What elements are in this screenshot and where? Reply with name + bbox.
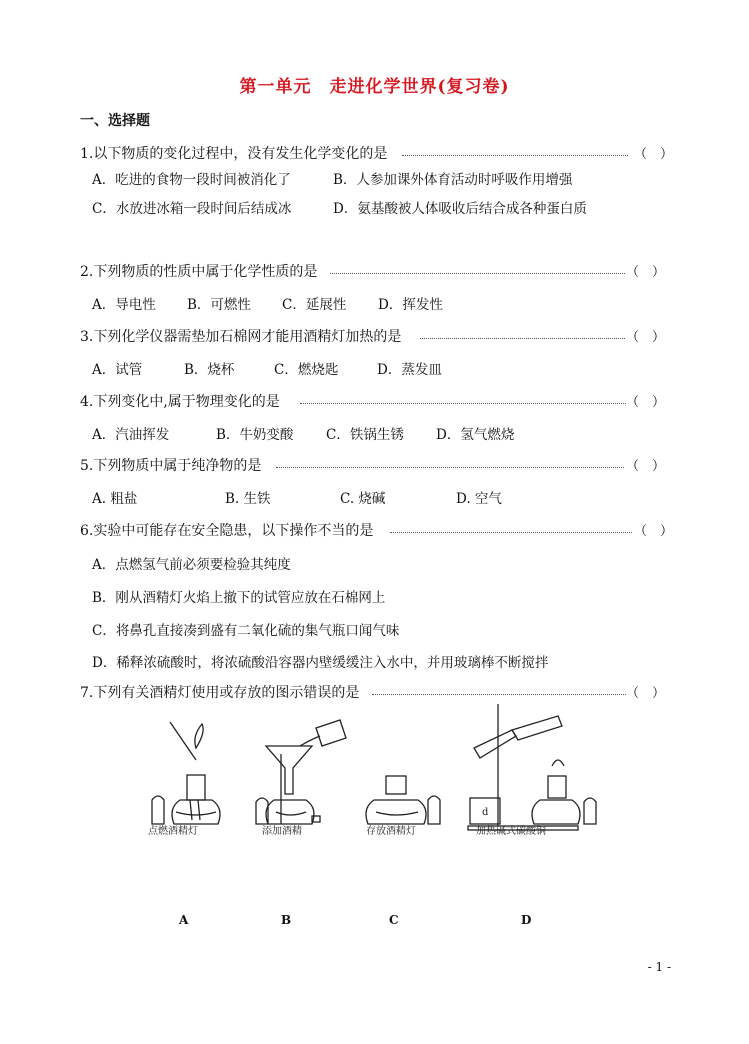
question-1-option-a: A．吃进的食物一段时间被消化了 [92,172,291,188]
question-1-leader [402,155,628,156]
question-2-stem: 2.下列物质的性质中属于化学性质的是 [80,264,318,280]
figure-caption-a: 点燃酒精灯 [148,826,198,837]
question-3-option-d: D．蒸发皿 [377,362,442,378]
question-1-option-d: D．氨基酸被人体吸收后结合成各种蛋白质 [333,201,587,217]
question-3-stem: 3.下列化学仪器需垫加石棉网才能用酒精灯加热的是 [80,329,402,345]
figure-label-a: A [179,913,189,927]
question-7-leader [372,694,626,695]
question-5-stem: 5.下列物质中属于纯净物的是 [80,458,262,474]
figure-b-adding-alcohol [256,720,346,824]
question-3-leader [420,338,625,339]
question-1-option-b: B．人参加课外体育活动时呼吸作用增强 [333,172,573,188]
question-5-option-b: B. 生铁 [225,491,271,507]
question-2-option-c: C．延展性 [282,297,347,313]
figure-caption-b: 添加酒精 [262,826,302,837]
question-5-option-d: D. 空气 [456,491,502,507]
question-5-leader [276,467,624,468]
question-5-option-a: A. 粗盐 [92,491,138,507]
question-1-paren: （ ） [634,147,674,162]
figure-beaker-mark: d [482,807,489,818]
figure-c-storing-lamp [366,776,440,824]
question-2-option-b: B．可燃性 [187,297,251,313]
question-4-leader [300,403,626,404]
section-heading: 一、选择题 [80,113,150,129]
question-7-stem: 7.下列有关酒精灯使用或存放的图示错误的是 [80,685,360,701]
question-7-paren: （ ） [626,686,666,701]
question-6-option-a: A．点燃氢气前必须要检验其纯度 [92,557,291,573]
question-3-option-a: A．试管 [92,362,143,378]
question-1-stem: 1.以下物质的变化过程中，没有发生化学变化的是 [80,146,388,162]
question-6-option-c: C．将鼻孔直接凑到盛有二氧化硫的集气瓶口闻气味 [92,623,400,639]
figure-label-b: B [281,913,292,927]
figure-label-d: D [521,913,532,927]
figure-caption-d: 加热碱式碳酸铜 [476,826,546,837]
question-6-leader [390,532,632,533]
question-3-option-b: B．烧杯 [184,362,235,378]
question-4-option-a: A．汽油挥发 [92,427,170,443]
question-6-option-b: B．刚从酒精灯火焰上撤下的试管应放在石棉网上 [92,590,386,606]
question-4-stem: 4.下列变化中,属于物理变化的是 [80,394,280,410]
question-6-stem: 6.实验中可能存在安全隐患，以下操作不当的是 [80,523,374,539]
question-2-option-d: D．挥发性 [378,297,443,313]
question-6-option-d: D．稀释浓硫酸时，将浓硫酸沿容器内壁缓缓注入水中，并用玻璃棒不断搅拌 [92,655,549,671]
question-4-option-d: D．氢气燃烧 [436,427,515,443]
question-4-option-c: C．铁锅生锈 [326,427,404,443]
page-title: 第一单元 走进化学世界(复习卷) [239,77,510,97]
question-2-paren: （ ） [626,265,666,280]
question-4-option-b: B．牛奶变酸 [216,427,294,443]
question-5-option-c: C. 烧碱 [340,491,386,507]
question-1-option-c: C．水放进冰箱一段时间后结成冰 [92,201,292,217]
question-2-option-a: A．导电性 [92,297,156,313]
question-3-option-c: C．燃烧匙 [274,362,339,378]
question-4-paren: （ ） [626,395,666,410]
question-6-paren: （ ） [634,524,674,539]
question-5-paren: （ ） [626,459,666,474]
figure-caption-c: 存放酒精灯 [366,826,416,837]
alcohol-lamp-figure [140,700,605,840]
figure-a-lighting-lamp [152,722,220,824]
question-2-leader [330,273,625,274]
question-3-paren: （ ） [626,330,666,345]
figure-label-c: C [389,913,399,927]
page-number: - 1 - [647,960,671,974]
